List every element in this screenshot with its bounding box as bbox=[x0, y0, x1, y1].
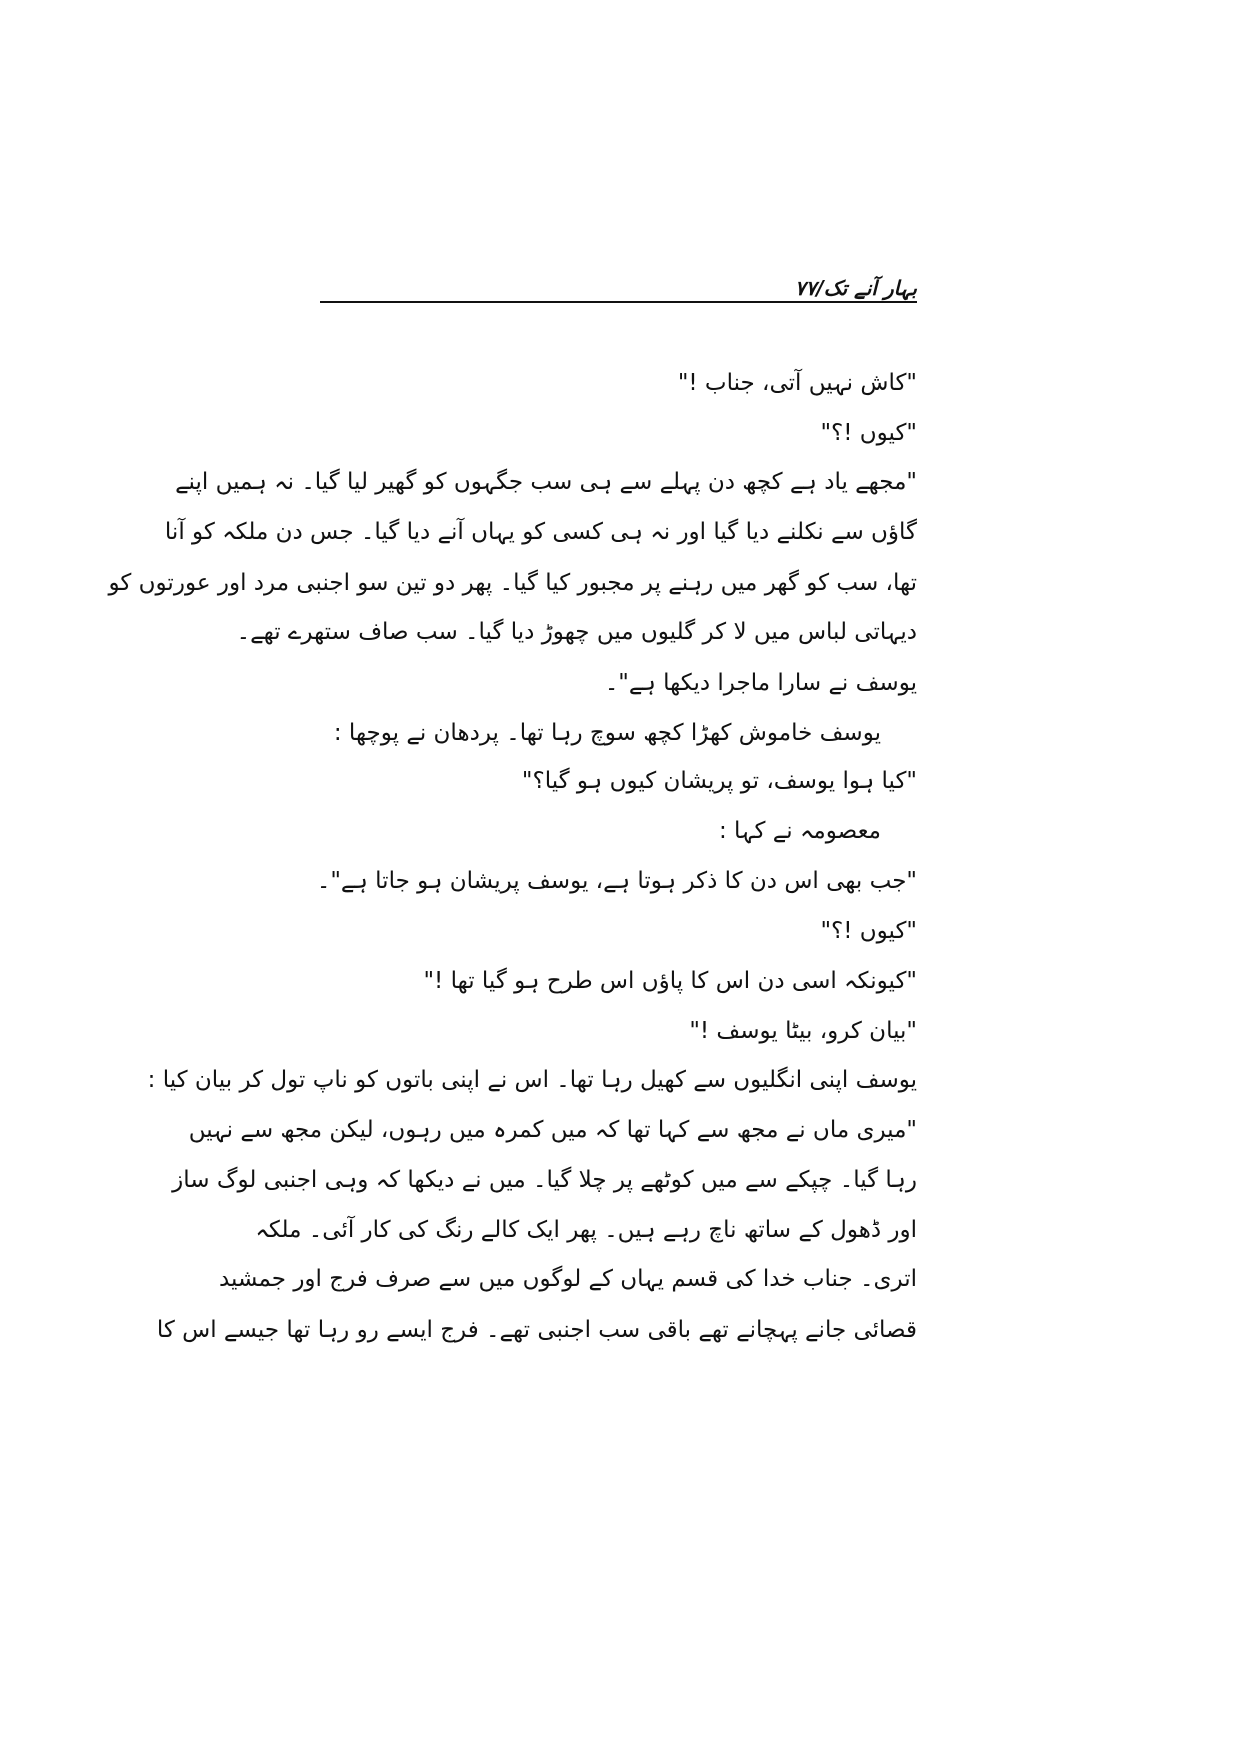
text-line: "کاش نہیں آتی، جناب !" bbox=[677, 370, 917, 396]
text-line: اتری۔ جناب خدا کی قسم یہاں کے لوگوں میں سے صرف فرج اور جمشید bbox=[218, 1266, 917, 1292]
text-line: اور ڈھول کے ساتھ ناچ رہے ہیں۔ پھر ایک کالے رنگ کی کار آئی۔ ملکہ bbox=[255, 1217, 917, 1243]
text-line: یوسف نے سارا ماجرا دیکھا ہے"۔ bbox=[604, 670, 917, 696]
text-line: تھا، سب کو گھر میں رہنے پر مجبور کیا گیا۔ پھر دو تین سو اجنبی مرد اور عورتوں کو bbox=[108, 570, 917, 596]
text-line: "کیا ہوا یوسف، تو پریشان کیوں ہو گیا؟" bbox=[521, 768, 917, 794]
text-line: "میری ماں نے مجھ سے کہا تھا کہ میں کمرہ میں رہوں، لیکن مجھ سے نہیں bbox=[188, 1117, 917, 1143]
page-number: ۷۷ bbox=[794, 276, 817, 300]
running-head-separator: / bbox=[816, 276, 824, 300]
text-line: "مجھے یاد ہے کچھ دن پہلے سے ہی سب جگہوں کو گھیر لیا گیا۔ نہ ہمیں اپنے bbox=[175, 469, 917, 495]
text-line: "کیوں !؟" bbox=[820, 918, 917, 944]
text-line: "کیوں !؟" bbox=[820, 420, 917, 446]
text-line: "کیونکہ اسی دن اس کا پاؤں اس طرح ہو گیا تھا !" bbox=[423, 968, 917, 994]
text-line: یوسف اپنی انگلیوں سے کھیل رہا تھا۔ اس نے اپنی باتوں کو ناپ تول کر بیان کیا : bbox=[147, 1067, 917, 1093]
text-line: "بیان کرو، بیٹا یوسف !" bbox=[689, 1018, 917, 1044]
text-line: معصومہ نے کہا : bbox=[718, 818, 881, 844]
header-rule bbox=[320, 301, 917, 303]
text-line: گاؤں سے نکلنے دیا گیا اور نہ ہی کسی کو یہاں آنے دیا گیا۔ جس دن ملکہ کو آنا bbox=[164, 519, 917, 545]
running-head bbox=[320, 276, 917, 308]
text-line: "جب بھی اس دن کا ذکر ہوتا ہے، یوسف پریشان ہو جاتا ہے"۔ bbox=[316, 868, 917, 894]
text-line: رہا گیا۔ چپکے سے میں کوٹھے پر چلا گیا۔ میں نے دیکھا کہ وہی اجنبی لوگ ساز bbox=[172, 1167, 917, 1193]
text-line: دیہاتی لباس میں لا کر گلیوں میں چھوڑ دیا گیا۔ سب صاف ستھرے تھے۔ bbox=[236, 619, 917, 645]
running-head-title: بہار آنے تک bbox=[823, 276, 917, 300]
text-line: قصائی جانے پہچانے تھے باقی سب اجنبی تھے۔ فرج ایسے رو رہا تھا جیسے اس کا bbox=[156, 1317, 917, 1343]
text-line: یوسف خاموش کھڑا کچھ سوچ رہا تھا۔ پردھان نے پوچھا : bbox=[333, 720, 881, 746]
